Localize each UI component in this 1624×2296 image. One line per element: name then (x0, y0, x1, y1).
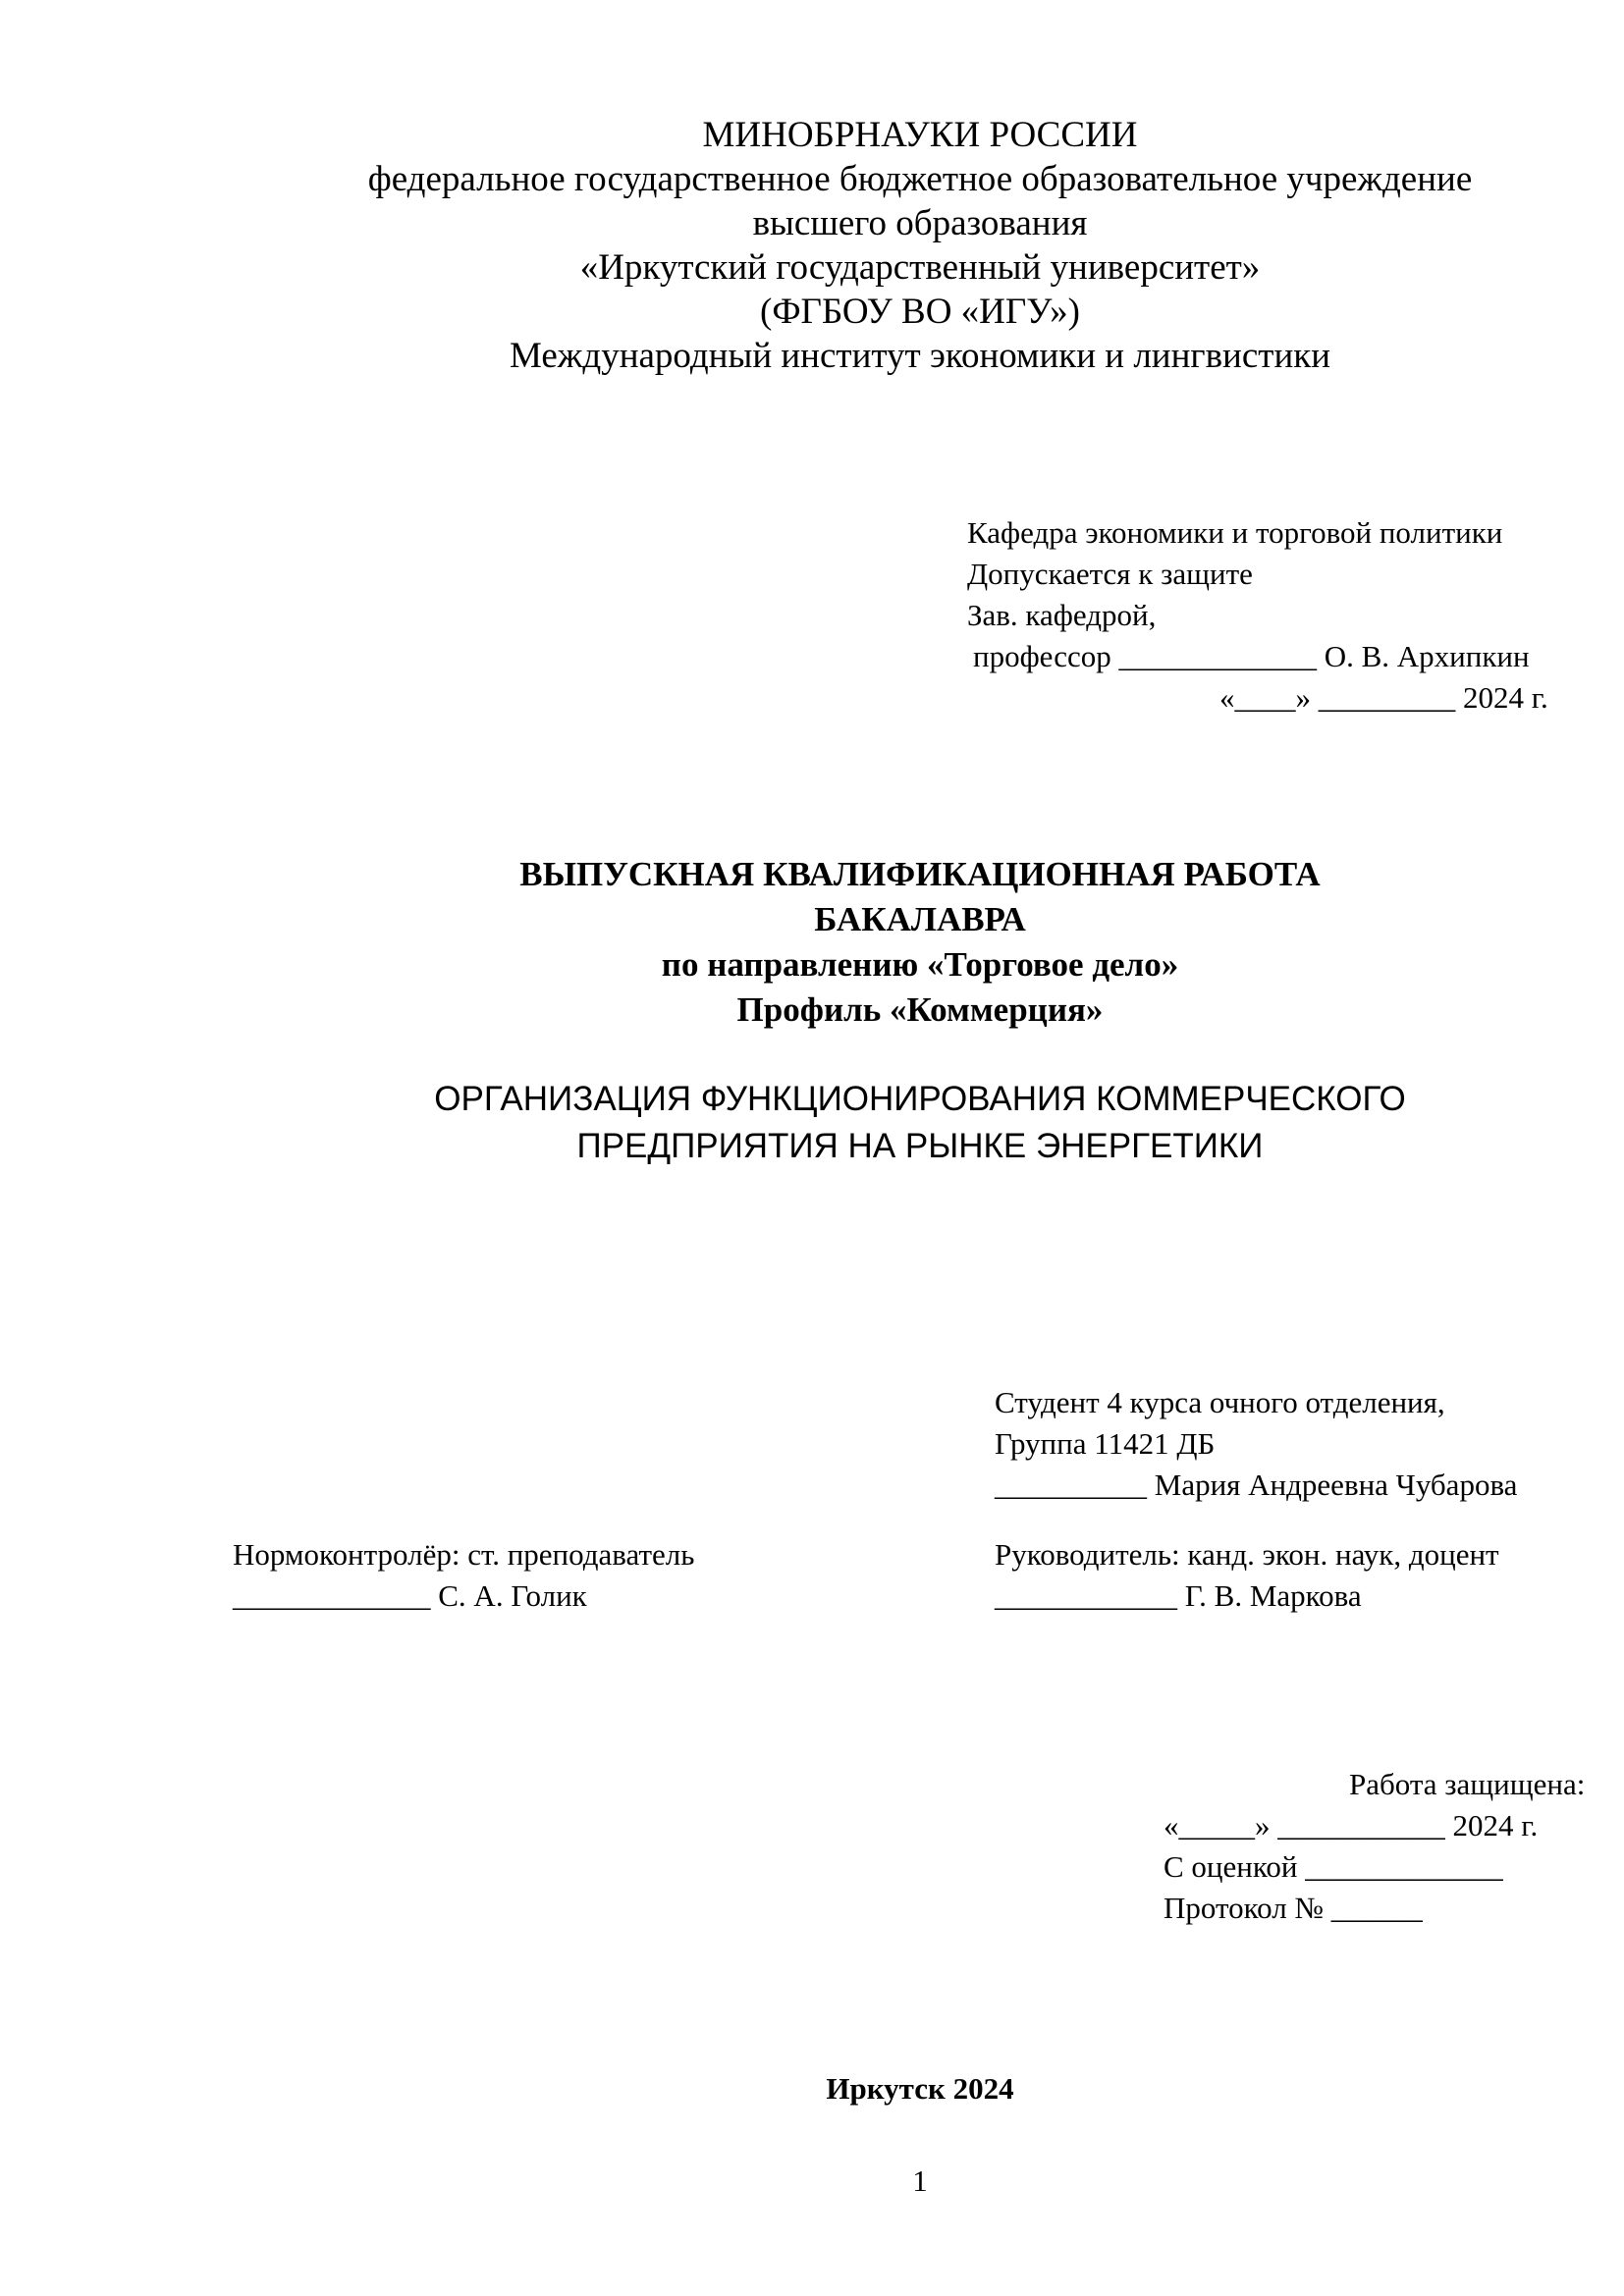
approval-date-line: «____» _________ 2024 г. (1219, 680, 1548, 715)
city-year: Иркутск 2024 (826, 2071, 1014, 2106)
education-level: высшего образования (752, 203, 1088, 243)
defense-block (1164, 1764, 1615, 1929)
thesis-topic (233, 1076, 1607, 1170)
defense-date-line: «_____» ___________ 2024 г. (1164, 1808, 1539, 1842)
defense-protocol-line: Протокол № ______ (1164, 1891, 1423, 1925)
thesis-degree: БАКАЛАВРА (814, 900, 1026, 938)
department-name: Кафедра экономики и торговой политики (967, 515, 1503, 550)
thesis-profile: Профиль «Коммерция» (736, 990, 1104, 1029)
page-number: 1 (912, 2163, 928, 2198)
student-block (995, 1382, 1603, 1506)
university-abbr: (ФГБОУ ВО «ИГУ») (760, 292, 1080, 332)
defense-grade-line: С оценкой _____________ (1164, 1849, 1503, 1884)
supervisor-block (995, 1534, 1603, 1617)
student-course: Студент 4 курса очного отделения, (995, 1385, 1445, 1419)
topic-line-1: ОРГАНИЗАЦИЯ ФУНКЦИОНИРОВАНИЯ КОММЕРЧЕСКОГО (434, 1080, 1406, 1118)
head-signature-line: профессор _____________ О. В. Архипкин (973, 639, 1530, 673)
university-name: «Иркутский государственный университет» (579, 247, 1261, 288)
institution-type: федеральное государственное бюджетное образовательное учреждение (367, 159, 1473, 199)
institute-name: Международный институт экономики и лингвистики (509, 336, 1331, 376)
student-group: Группа 11421 ДБ (995, 1426, 1216, 1461)
ministry-name: МИНОБРНАУКИ РОССИИ (702, 115, 1138, 155)
supervisor-signature-line: ____________ Г. В. Маркова (995, 1578, 1362, 1613)
admitted-label: Допускается к защите (967, 557, 1253, 591)
supervisor-role: Руководитель: канд. экон. наук, доцент (995, 1537, 1499, 1572)
head-label: Зав. кафедрой, (967, 598, 1157, 632)
normcontrol-role: Нормоконтролёр: ст. преподаватель (233, 1537, 695, 1572)
topic-line-2: ПРЕДПРИЯТИЯ НА РЫНКЕ ЭНЕРГЕТИКИ (576, 1127, 1264, 1165)
defense-heading: Работа защищена: (1349, 1767, 1586, 1801)
student-signature-line: __________ Мария Андреевна Чубарова (995, 1468, 1518, 1502)
normcontrol-signature-line: _____________ С. А. Голик (233, 1578, 587, 1613)
thesis-type: ВЫПУСКНАЯ КВАЛИФИКАЦИОННАЯ РАБОТА (519, 855, 1321, 893)
normcontrol-block (233, 1534, 920, 1617)
thesis-direction: по направлению «Торговое дело» (661, 945, 1179, 984)
thesis-title-block (233, 852, 1607, 1033)
header-block (233, 113, 1607, 378)
approval-block (967, 512, 1596, 719)
